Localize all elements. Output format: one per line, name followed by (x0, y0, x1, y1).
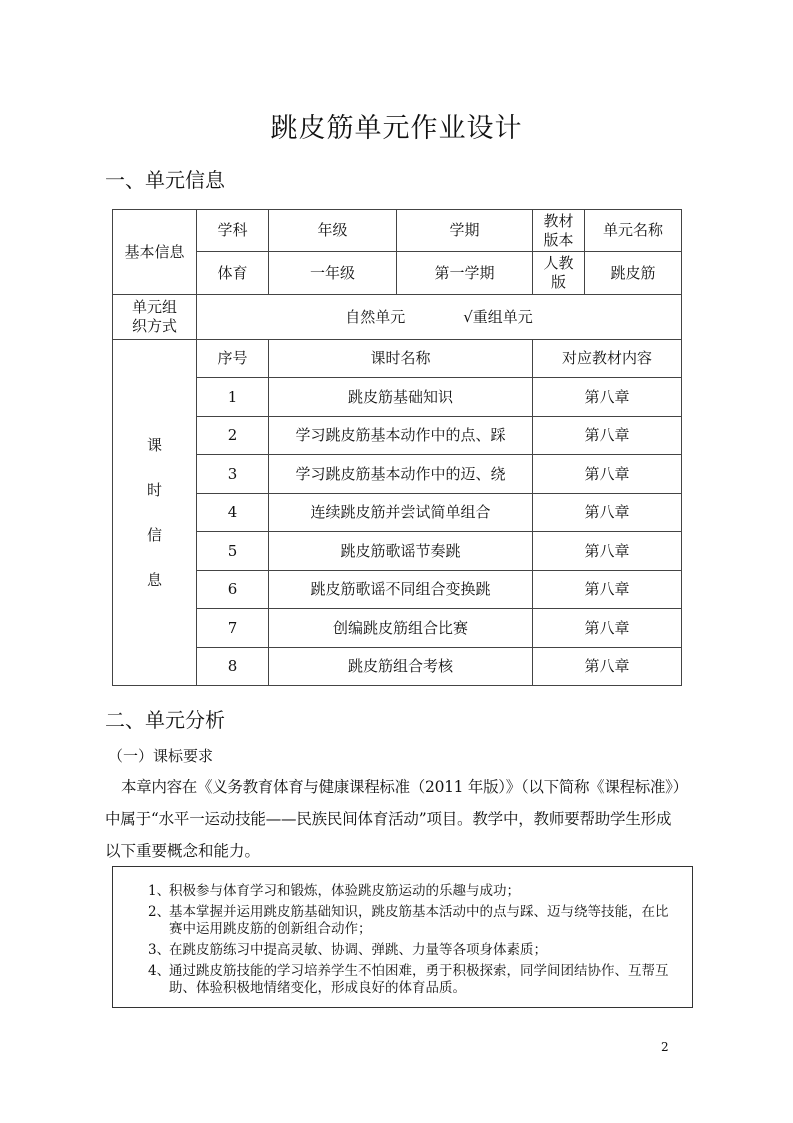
header-edition: 教材版本 (533, 210, 585, 252)
goal-text: 通过跳皮筋技能的学习培养学生不怕困难，勇于积极探索，同学间团结协作、互帮互助、体验积极地情绪变化，形成良好的体育品质。 (169, 963, 669, 996)
value-grade: 一年级 (269, 252, 397, 295)
org-regroup: √重组单元 (463, 307, 533, 326)
goal-text: 在跳皮筋练习中提高灵敏、协调、弹跳、力量等各项身体素质； (169, 942, 547, 958)
lesson-content: 第八章 (533, 609, 682, 648)
lesson-no: 8 (197, 648, 269, 686)
lesson-no: 1 (197, 378, 269, 417)
section2-heading: 二、单元分析 (105, 708, 225, 732)
lesson-name: 学习跳皮筋基本动作中的迈、绕 (269, 455, 533, 494)
lesson-no: 2 (197, 417, 269, 455)
lesson-content: 第八章 (533, 532, 682, 571)
lesson-no: 3 (197, 455, 269, 494)
lesson-label-char: 时 (146, 481, 162, 499)
org-natural: 自然单元 (345, 307, 406, 326)
lesson-header-no: 序号 (197, 340, 269, 378)
lesson-header-name: 课时名称 (269, 340, 533, 378)
section2-subheading: （一）课标要求 (108, 747, 214, 765)
document-title: 跳皮筋单元作业设计 (270, 113, 523, 144)
value-unit-name: 跳皮筋 (585, 252, 682, 295)
goal-number: 2、 (148, 904, 171, 920)
lesson-name: 跳皮筋组合考核 (269, 648, 533, 686)
goal-item (148, 883, 680, 900)
lesson-info-label (113, 340, 197, 686)
lesson-no: 5 (197, 532, 269, 571)
paragraph-line: 以下重要概念和能力。 (105, 842, 261, 860)
goals-box (112, 866, 693, 1008)
lesson-content: 第八章 (533, 455, 682, 494)
lesson-label-char: 课 (146, 436, 162, 454)
lesson-header-content: 对应教材内容 (533, 340, 682, 378)
header-grade: 年级 (269, 210, 397, 252)
lesson-label-char: 信 (146, 526, 162, 544)
lesson-name: 跳皮筋歌谣节奏跳 (269, 532, 533, 571)
goal-number: 4、 (148, 963, 171, 979)
lesson-no: 7 (197, 609, 269, 648)
goal-item (148, 942, 680, 959)
goal-item (148, 963, 680, 997)
lesson-label-char: 息 (146, 571, 162, 589)
lesson-name: 学习跳皮筋基本动作中的点、踩 (269, 417, 533, 455)
goal-text: 基本掌握并运用跳皮筋基础知识，跳皮筋基本活动中的点与踩、迈与绕等技能，在比赛中运用跳皮筋的创新组合动作； (169, 904, 669, 937)
goal-number: 3、 (148, 942, 171, 958)
org-options (197, 295, 682, 340)
lesson-no: 6 (197, 571, 269, 609)
goal-text: 积极参与体育学习和锻炼，体验跳皮筋运动的乐趣与成功； (169, 883, 520, 899)
basic-info-label: 基本信息 (113, 210, 197, 295)
lesson-name: 跳皮筋歌谣不同组合变换跳 (269, 571, 533, 609)
value-term: 第一学期 (397, 252, 533, 295)
lesson-content: 第八章 (533, 378, 682, 417)
paragraph-line: 本章内容在《义务教育体育与健康课程标准（2011 年版）》（以下简称《课程标准》） (121, 778, 688, 796)
lesson-name: 连续跳皮筋并尝试简单组合 (269, 494, 533, 532)
page-number: 2 (661, 1040, 669, 1054)
lesson-content: 第八章 (533, 648, 682, 686)
lesson-name: 跳皮筋基础知识 (269, 378, 533, 417)
lesson-no: 4 (197, 494, 269, 532)
paragraph-line: 中属于“水平一运动技能——民族民间体育活动”项目。教学中，教师要帮助学生形成 (105, 810, 672, 828)
header-unit-name: 单元名称 (585, 210, 682, 252)
section1-heading: 一、单元信息 (105, 168, 225, 192)
org-label: 单元组织方式 (113, 295, 197, 340)
value-edition: 人教版 (533, 252, 585, 295)
standards-paragraph (105, 771, 690, 867)
goal-number: 1、 (148, 883, 171, 899)
lesson-name: 创编跳皮筋组合比赛 (269, 609, 533, 648)
lesson-content: 第八章 (533, 494, 682, 532)
lesson-content: 第八章 (533, 417, 682, 455)
header-subject: 学科 (197, 210, 269, 252)
header-term: 学期 (397, 210, 533, 252)
goal-item (148, 904, 680, 938)
value-subject: 体育 (197, 252, 269, 295)
unit-info-table (112, 209, 682, 686)
lesson-content: 第八章 (533, 571, 682, 609)
